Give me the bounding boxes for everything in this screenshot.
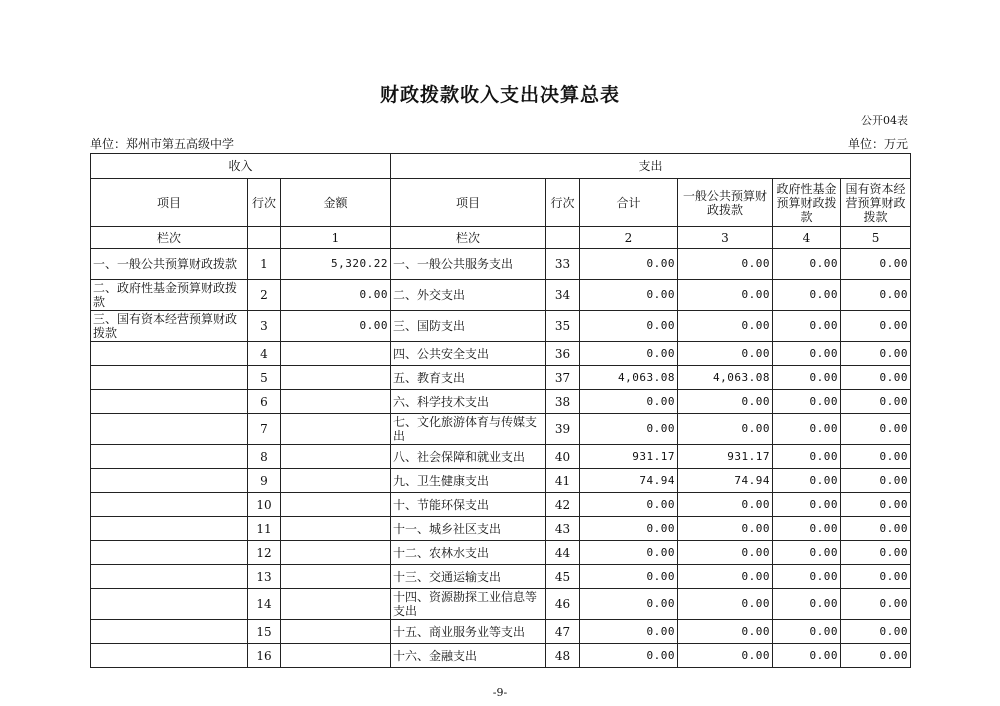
expense-item: 五、教育支出 <box>391 366 546 390</box>
column-number-2: 2 <box>580 227 678 249</box>
income-amount <box>281 517 391 541</box>
column-header-row <box>91 179 911 227</box>
income-line-no: 11 <box>248 517 281 541</box>
general-budget-amount: 0.00 <box>678 589 773 620</box>
state-capital-amount: 0.00 <box>841 414 911 445</box>
expense-line-no: 46 <box>546 589 580 620</box>
general-budget-amount: 0.00 <box>678 644 773 668</box>
expense-item: 七、文化旅游体育与传媒支出 <box>391 414 546 445</box>
gov-fund-amount: 0.00 <box>773 589 841 620</box>
table-row <box>91 414 911 445</box>
income-item: 一、一般公共预算财政拨款 <box>91 249 248 280</box>
gov-fund-amount: 0.00 <box>773 565 841 589</box>
expense-line-no: 45 <box>546 565 580 589</box>
expense-item: 十一、城乡社区支出 <box>391 517 546 541</box>
general-budget-amount: 0.00 <box>678 565 773 589</box>
income-line-no: 3 <box>248 311 281 342</box>
expense-line-no: 35 <box>546 311 580 342</box>
state-capital-amount: 0.00 <box>841 311 911 342</box>
income-line-no: 16 <box>248 644 281 668</box>
column-label-right: 栏次 <box>391 227 546 249</box>
income-item <box>91 589 248 620</box>
income-item <box>91 620 248 644</box>
expense-header: 支出 <box>391 154 911 179</box>
expense-line-no: 44 <box>546 541 580 565</box>
gov-fund-amount: 0.00 <box>773 414 841 445</box>
income-amount <box>281 620 391 644</box>
table-row <box>91 589 911 620</box>
section-header-row <box>91 154 911 179</box>
income-item <box>91 445 248 469</box>
income-item-header: 项目 <box>91 179 248 227</box>
income-line-no: 10 <box>248 493 281 517</box>
income-item <box>91 342 248 366</box>
column-number-5: 5 <box>841 227 911 249</box>
state-capital-amount: 0.00 <box>841 644 911 668</box>
general-budget-amount: 0.00 <box>678 390 773 414</box>
state-capital-amount: 0.00 <box>841 366 911 390</box>
state-capital-amount: 0.00 <box>841 249 911 280</box>
expense-item: 十、节能环保支出 <box>391 493 546 517</box>
table-row <box>91 541 911 565</box>
state-capital-amount: 0.00 <box>841 390 911 414</box>
amount-header: 金额 <box>281 179 391 227</box>
state-capital-amount: 0.00 <box>841 517 911 541</box>
expense-total: 0.00 <box>580 249 678 280</box>
income-line-no: 1 <box>248 249 281 280</box>
gov-fund-amount: 0.00 <box>773 311 841 342</box>
expense-item: 十六、金融支出 <box>391 644 546 668</box>
expense-item: 四、公共安全支出 <box>391 342 546 366</box>
reporting-unit: 单位：郑州市第五高级中学 <box>90 137 235 151</box>
general-budget-amount: 0.00 <box>678 311 773 342</box>
state-capital-amount: 0.00 <box>841 620 911 644</box>
gov-fund-header: 政府性基金预算财政拨款 <box>773 179 841 227</box>
expense-total: 0.00 <box>580 589 678 620</box>
income-amount <box>281 589 391 620</box>
table-row <box>91 342 911 366</box>
general-budget-header: 一般公共预算财政拨款 <box>678 179 773 227</box>
expense-line-no: 37 <box>546 366 580 390</box>
table-row <box>91 311 911 342</box>
expense-total: 0.00 <box>580 342 678 366</box>
column-number-3: 3 <box>678 227 773 249</box>
state-capital-amount: 0.00 <box>841 445 911 469</box>
expense-item: 二、外交支出 <box>391 280 546 311</box>
expense-line-no: 48 <box>546 644 580 668</box>
expense-line-no: 34 <box>546 280 580 311</box>
expense-total: 74.94 <box>580 469 678 493</box>
state-capital-header: 国有资本经营预算财政拨款 <box>841 179 911 227</box>
general-budget-amount: 0.00 <box>678 493 773 517</box>
state-capital-amount: 0.00 <box>841 493 911 517</box>
expense-item: 一、一般公共服务支出 <box>391 249 546 280</box>
general-budget-amount: 0.00 <box>678 414 773 445</box>
empty-cell <box>546 227 580 249</box>
page-number: -9- <box>492 686 508 699</box>
income-item <box>91 565 248 589</box>
expense-line-no: 47 <box>546 620 580 644</box>
income-amount: 5,320.22 <box>281 249 391 280</box>
gov-fund-amount: 0.00 <box>773 469 841 493</box>
income-line-no: 12 <box>248 541 281 565</box>
income-amount <box>281 493 391 517</box>
expense-line-no: 38 <box>546 390 580 414</box>
income-amount <box>281 390 391 414</box>
table-row <box>91 390 911 414</box>
form-code: 公开04表 <box>861 114 908 127</box>
general-budget-amount: 0.00 <box>678 342 773 366</box>
general-budget-amount: 74.94 <box>678 469 773 493</box>
expense-line-no: 42 <box>546 493 580 517</box>
income-amount <box>281 445 391 469</box>
gov-fund-amount: 0.00 <box>773 620 841 644</box>
income-item <box>91 644 248 668</box>
empty-cell <box>248 227 281 249</box>
expense-total: 0.00 <box>580 414 678 445</box>
table-row <box>91 249 911 280</box>
state-capital-amount: 0.00 <box>841 589 911 620</box>
income-item <box>91 493 248 517</box>
income-amount <box>281 342 391 366</box>
gov-fund-amount: 0.00 <box>773 342 841 366</box>
general-budget-amount: 0.00 <box>678 517 773 541</box>
state-capital-amount: 0.00 <box>841 565 911 589</box>
expense-total: 931.17 <box>580 445 678 469</box>
state-capital-amount: 0.00 <box>841 469 911 493</box>
expense-item: 十五、商业服务业等支出 <box>391 620 546 644</box>
gov-fund-amount: 0.00 <box>773 249 841 280</box>
expense-item: 八、社会保障和就业支出 <box>391 445 546 469</box>
income-line-no: 9 <box>248 469 281 493</box>
income-amount: 0.00 <box>281 311 391 342</box>
expense-line-no: 36 <box>546 342 580 366</box>
table-row <box>91 565 911 589</box>
income-line-no: 13 <box>248 565 281 589</box>
table-row <box>91 280 911 311</box>
income-line-no: 6 <box>248 390 281 414</box>
income-amount: 0.00 <box>281 280 391 311</box>
income-item <box>91 414 248 445</box>
income-line-no: 8 <box>248 445 281 469</box>
table-row <box>91 445 911 469</box>
expense-item: 三、国防支出 <box>391 311 546 342</box>
expense-item: 十二、农林水支出 <box>391 541 546 565</box>
income-item <box>91 517 248 541</box>
expense-item: 十四、资源勘探工业信息等支出 <box>391 589 546 620</box>
income-item <box>91 469 248 493</box>
expense-total: 0.00 <box>580 517 678 541</box>
income-line-no: 4 <box>248 342 281 366</box>
table-row <box>91 644 911 668</box>
gov-fund-amount: 0.00 <box>773 366 841 390</box>
column-number-4: 4 <box>773 227 841 249</box>
income-amount <box>281 414 391 445</box>
general-budget-amount: 4,063.08 <box>678 366 773 390</box>
expense-line-header: 行次 <box>546 179 580 227</box>
income-line-no: 15 <box>248 620 281 644</box>
income-header: 收入 <box>91 154 391 179</box>
expense-total: 0.00 <box>580 280 678 311</box>
income-item <box>91 366 248 390</box>
income-line-header: 行次 <box>248 179 281 227</box>
income-item <box>91 541 248 565</box>
expense-line-no: 39 <box>546 414 580 445</box>
income-amount <box>281 541 391 565</box>
column-number-row <box>91 227 911 249</box>
state-capital-amount: 0.00 <box>841 342 911 366</box>
general-budget-amount: 0.00 <box>678 620 773 644</box>
expense-total: 0.00 <box>580 565 678 589</box>
expense-total: 0.00 <box>580 390 678 414</box>
expense-total: 4,063.08 <box>580 366 678 390</box>
income-line-no: 7 <box>248 414 281 445</box>
income-amount <box>281 565 391 589</box>
income-line-no: 2 <box>248 280 281 311</box>
general-budget-amount: 0.00 <box>678 541 773 565</box>
state-capital-amount: 0.00 <box>841 541 911 565</box>
gov-fund-amount: 0.00 <box>773 517 841 541</box>
general-budget-amount: 0.00 <box>678 249 773 280</box>
page-title: 财政拨款收入支出决算总表 <box>379 84 620 106</box>
gov-fund-amount: 0.00 <box>773 541 841 565</box>
income-line-no: 14 <box>248 589 281 620</box>
expense-line-no: 40 <box>546 445 580 469</box>
state-capital-amount: 0.00 <box>841 280 911 311</box>
expense-item: 六、科学技术支出 <box>391 390 546 414</box>
general-budget-amount: 931.17 <box>678 445 773 469</box>
gov-fund-amount: 0.00 <box>773 644 841 668</box>
expense-item-header: 项目 <box>391 179 546 227</box>
expense-total: 0.00 <box>580 644 678 668</box>
income-item <box>91 390 248 414</box>
total-header: 合计 <box>580 179 678 227</box>
general-budget-amount: 0.00 <box>678 280 773 311</box>
gov-fund-amount: 0.00 <box>773 390 841 414</box>
expense-line-no: 33 <box>546 249 580 280</box>
table-row <box>91 493 911 517</box>
income-item: 三、国有资本经营预算财政拨款 <box>91 311 248 342</box>
income-amount <box>281 644 391 668</box>
expense-total: 0.00 <box>580 311 678 342</box>
budget-summary-table <box>90 153 911 668</box>
currency-unit: 单位：万元 <box>847 137 908 151</box>
gov-fund-amount: 0.00 <box>773 280 841 311</box>
table-row <box>91 469 911 493</box>
table-row <box>91 366 911 390</box>
table-row <box>91 517 911 541</box>
table-row <box>91 620 911 644</box>
expense-total: 0.00 <box>580 541 678 565</box>
expense-item: 十三、交通运输支出 <box>391 565 546 589</box>
column-number-1: 1 <box>281 227 391 249</box>
gov-fund-amount: 0.00 <box>773 445 841 469</box>
gov-fund-amount: 0.00 <box>773 493 841 517</box>
expense-line-no: 43 <box>546 517 580 541</box>
income-amount <box>281 469 391 493</box>
expense-total: 0.00 <box>580 620 678 644</box>
expense-line-no: 41 <box>546 469 580 493</box>
expense-total: 0.00 <box>580 493 678 517</box>
expense-item: 九、卫生健康支出 <box>391 469 546 493</box>
column-label-left: 栏次 <box>91 227 248 249</box>
income-item: 二、政府性基金预算财政拨款 <box>91 280 248 311</box>
income-line-no: 5 <box>248 366 281 390</box>
income-amount <box>281 366 391 390</box>
